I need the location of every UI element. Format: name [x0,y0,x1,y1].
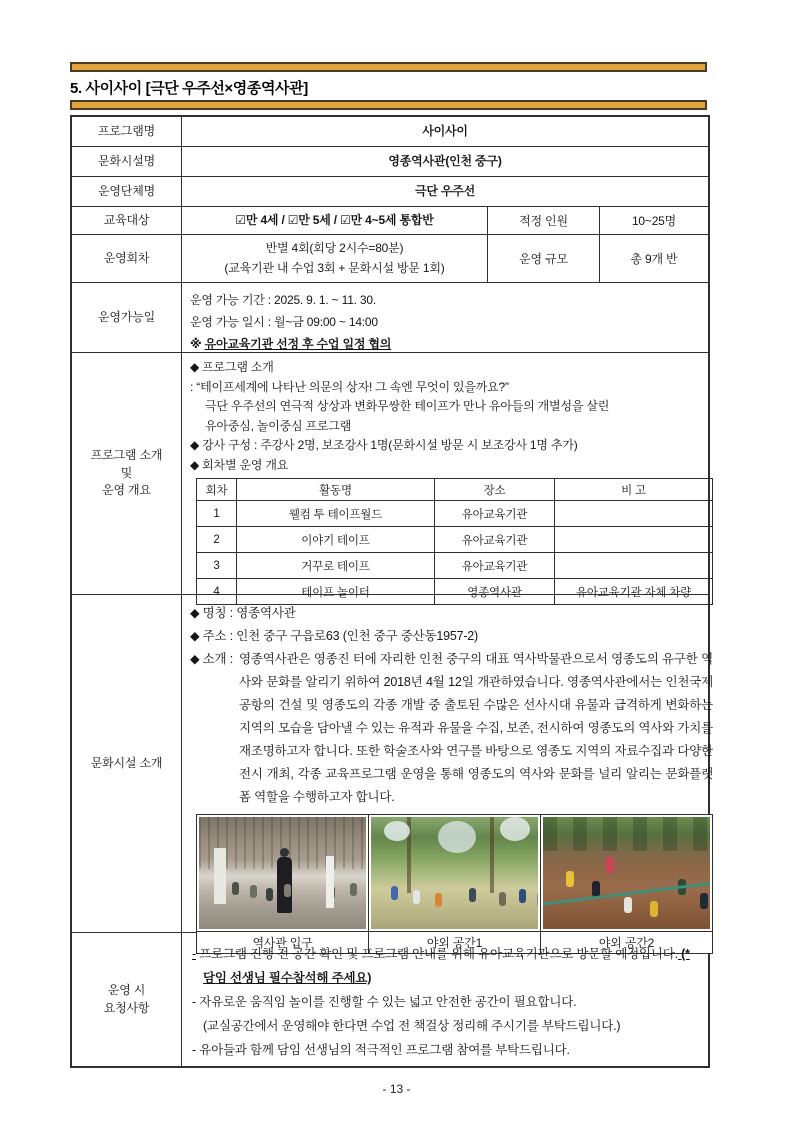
program-info-table [70,115,713,1068]
availability-value [182,283,708,352]
schedule-cell: 이야기 테이프 [237,527,435,552]
schedule-cell: 3 [197,553,237,578]
schedule-header-place: 장소 [435,479,555,500]
requests-label [72,933,182,1066]
schedule-header-round: 회차 [197,479,237,500]
program-name-value: 사이사이 [422,124,468,139]
people-figures [232,882,239,895]
people-figures [391,886,398,900]
request-item-3-text: 유아들과 함께 담임 선생님의 적극적인 프로그램 참여를 부탁드립니다. [195,1043,570,1057]
schedule-cell: 1 [197,501,237,526]
schedule-cell: 유아교육기관 자체 차량 [575,586,692,599]
facility-name-line: ◆ 명칭 : 영종역사관 [190,606,296,620]
instructor-figure [277,857,292,913]
intro-instructors: ◆ 강사 구성 : 주강사 2명, 보조강사 1명(문화시설 방문 시 보조강사 1명 추가) [190,438,578,452]
availability-note-mark: ※ [190,337,205,351]
scale-label: 운영 규모 [487,235,600,282]
schedule-row-3 [197,553,712,579]
capacity-label: 적정 인원 [487,207,600,234]
intro-heading: ◆ 프로그램 소개 [190,360,274,374]
photo-outdoor-space1-image [371,817,538,929]
row-program-name [72,117,708,147]
schedule-cell: 영종역사관 [435,579,555,604]
page-title: 5. 사이사이 [극단 우주선×영종역사관] [70,80,308,97]
availability-note [190,333,700,355]
page-number: - 13 - [382,1082,411,1096]
row-target [72,207,708,235]
sessions-value [182,235,487,282]
facility-description-text: 영종역사관은 영종진 터에 자리한 인천 중구의 대표 역사박물관으로서 영종도의 유구한 역사와 문화를 알리기 위하여 2018년 4월 12일 개관하였습니다. 영종역사관에서는 인천국제공항의 건설 및 영종도의 각종 개발 중 출토된 수많은 선사시대 유물과 급격하게 변화하는 지역의 모습을 담아낼 수 있는 유적과 유물을 수집, 보존, 전시하여 영종도의 역사와 가치를 재조명하고자 합니다. 또한 학술조사와 연구를 바탕으로 영종도 지역의 자료수집과 다양한 전시 개최, 각종 교육프로그램 운영을 통해 영종도의 역사와 문화를 널리 알리는 문화플랫폼 역할을 수행하고자 합니다. [238,652,713,804]
request-item-1-emphasis: (*담임 선생님 필수참석해 주세요) [203,947,690,985]
sessions-line2: (교육기관 내 수업 3회 + 문화시설 방문 1회) [224,260,445,275]
facility-description-prefix: ◆ 소개 : [190,652,233,666]
intro-schedule-heading: ◆ 회차별 운영 개요 [190,457,289,472]
program-name-label: 프로그램명 [72,117,182,146]
photo-caption-entrance: 역사관 입구 [197,931,368,953]
schedule-cell [555,501,712,526]
photo-caption-outdoor2: 야외 공간2 [541,931,712,953]
people-figures [566,871,574,887]
program-intro-content [182,353,719,599]
requests-content [182,933,708,1066]
schedule-cell [555,553,712,578]
requests-label-line1: 운영 시 [107,983,146,998]
bullet-dash: - [192,995,196,1009]
availability-label: 운영가능일 [72,283,182,352]
schedule-cell: 거꾸로 테이프 [237,553,435,578]
row-sessions [72,235,708,283]
request-item-2 [192,990,700,1014]
bullet-dash: - [192,947,196,961]
row-program-intro [72,353,708,599]
facility-name-value: 영종역사관(인천 중구) [388,154,502,169]
intro-desc1: 극단 우주선의 연극적 상상과 변화무쌍한 테이프가 만나 유아들의 개별성을 살린 [205,399,610,413]
schedule-header-activity: 활동명 [237,479,435,500]
facility-intro-content [182,595,719,950]
photo-outdoor-space2-image [543,817,710,929]
schedule-table [196,478,713,605]
row-organization [72,177,708,207]
target-label: 교육대상 [72,207,182,234]
row-facility-name [72,147,708,177]
request-item-3 [192,1038,700,1062]
requests-label-line2: 요청사항 [103,1000,150,1015]
accent-bar-top [70,62,707,72]
intro-quote: : “테이프세계에 나타난 의문의 상자! 그 속엔 무엇이 있을까요?” [190,379,509,394]
facility-address-line: ◆ 주소 : 인천 중구 구읍로63 (인천 중구 중산동1957-2) [190,629,479,643]
schedule-header-note: 비 고 [621,484,646,497]
bullet-dash: - [192,1043,196,1057]
request-item-1 [192,942,700,990]
schedule-cell: 유아교육기관 [435,553,555,578]
availability-time: 운영 가능 일시 : 월~금 09:00 ~ 14:00 [190,315,378,329]
availability-note-text: 유아교육기관 선정 후 수업 일정 협의 [204,337,392,351]
schedule-row-2 [197,527,712,553]
request-item-1-text: 프로그램 진행 전 공간 확인 및 프로그램 안내를 위해 유아교육기관으로 방문할 예정입니다. [195,947,678,961]
row-availability [72,283,708,353]
row-facility-intro [72,595,713,950]
organization-value: 극단 우주선 [414,184,476,199]
scale-value: 총 9개 반 [630,252,678,266]
schedule-cell: 2 [197,527,237,552]
schedule-cell [555,527,712,552]
program-intro-label-line2: 및 [120,465,133,480]
photo-museum-entrance-image [199,817,366,929]
photo-caption-outdoor1: 야외 공간1 [369,931,540,953]
capacity-value: 10~25명 [631,214,677,228]
organization-label: 운영단체명 [72,177,182,206]
schedule-cell: 유아교육기관 [435,527,555,552]
facility-intro-label: 문화시설 소개 [72,595,182,932]
schedule-row-1 [197,501,712,527]
intro-desc2: 유아중심, 놀이중심 프로그램 [205,418,352,433]
program-intro-label-line3: 운영 개요 [102,483,151,498]
facility-description [190,648,713,809]
availability-period: 운영 가능 기간 : 2025. 9. 1. ~ 11. 30. [190,293,377,307]
target-value: ☑만 4세 / ☑만 5세 / ☑만 4~5세 통합반 [235,212,434,227]
schedule-cell: 4 [197,579,237,604]
program-intro-label-line1: 프로그램 소개 [90,448,163,463]
program-intro-label [72,353,182,594]
sessions-label: 운영회차 [72,235,182,282]
request-item-2-text: 자유로운 움직임 놀이를 진행할 수 있는 넓고 안전한 공간이 필요합니다. [195,995,577,1009]
schedule-header-row [197,479,712,501]
sessions-line1: 반별 4회(회당 2시수=80분) [265,241,404,256]
facility-name-label: 문화시설명 [72,147,182,176]
schedule-cell: 유아교육기관 [435,501,555,526]
accent-bar-bottom [70,100,707,110]
schedule-cell: 웰컴 투 테이프월드 [237,501,435,526]
schedule-cell: 테이프 놀이터 [237,579,435,604]
request-item-2-note: (교실공간에서 운영해야 한다면 수업 전 책걸상 정리해 주시기를 부탁드립니다.) [203,1019,621,1033]
row-requests [72,933,708,1066]
